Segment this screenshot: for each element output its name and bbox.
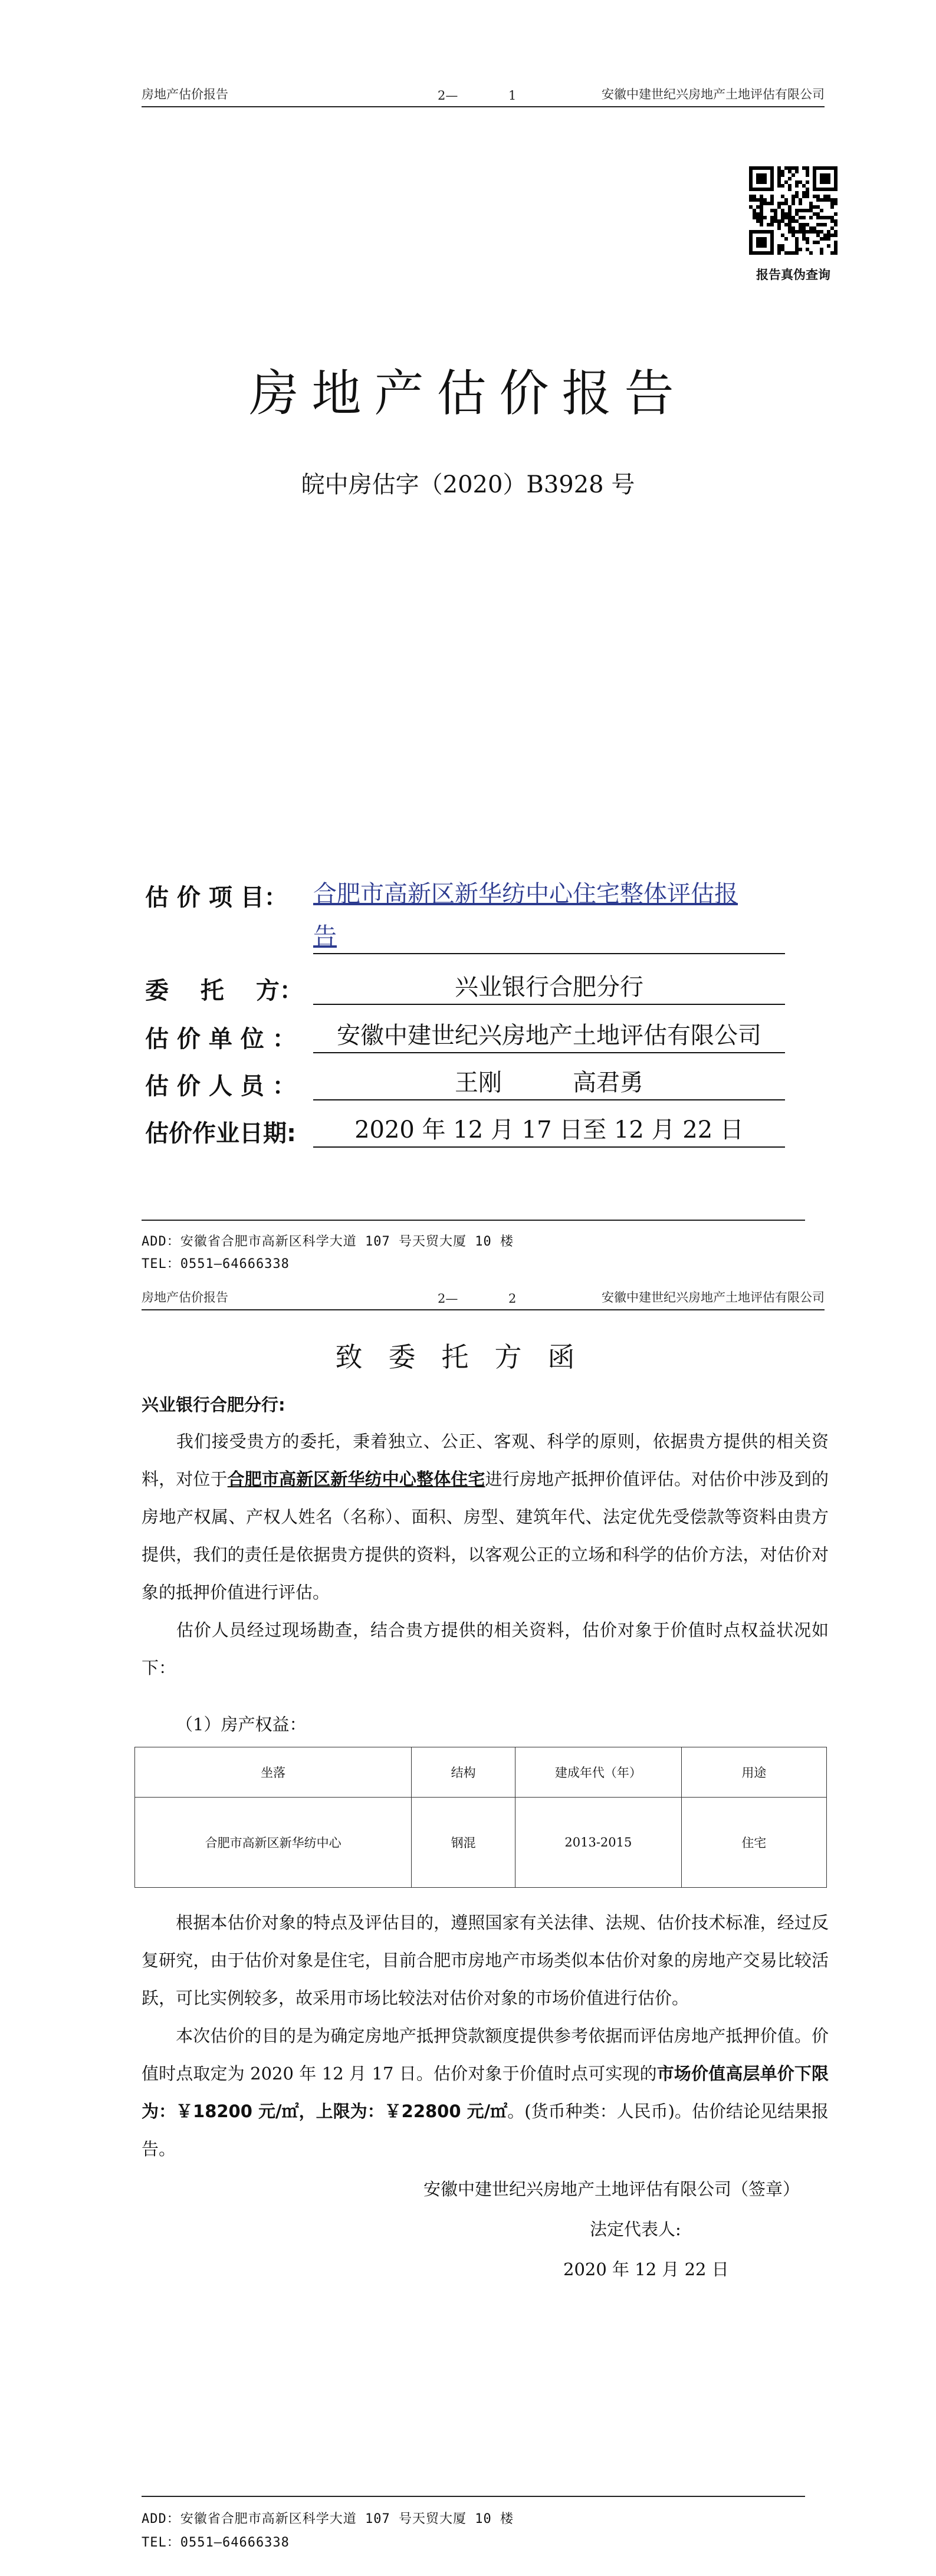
p4-text-a: 本次估价的目的是为确定房地产抵押贷款额度提供参考依据而评估房地产抵押价值。价值时点取定为 2020 年 12 月 17 日。估价对象于价值时点可实现的 [142, 2026, 829, 2084]
section-label: （1）房产权益： [176, 1714, 307, 1734]
qr-code[interactable] [749, 166, 838, 255]
signature-company: 安徽中建世纪兴房地产土地评估有限公司（签章） [423, 2179, 800, 2199]
header-doc-type: 房地产估价报告 [142, 1290, 228, 1305]
letter-title: 致委托方函 [335, 1341, 601, 1373]
header-page-number: 1 [508, 88, 517, 103]
footer-phone: TEL：0551—64666338 [142, 2535, 290, 2550]
footer-address: ADD：安徽省合肥市高新区科学大道 107 号天贸大厦 10 楼 [142, 2512, 514, 2526]
header-page-number: 2 [508, 1292, 517, 1306]
field-appraisers-value: 王刚 高君勇 [313, 1067, 785, 1100]
header-page-prefix: 2— [438, 1292, 458, 1306]
footer-address: ADD：安徽省合肥市高新区科学大道 107 号天贸大厦 10 楼 [142, 1234, 514, 1249]
field-appraiser-org-value: 安徽中建世纪兴房地产土地评估有限公司 [313, 1020, 785, 1053]
p1-subject: 合肥市高新区新华纺中心整体住宅 [227, 1469, 485, 1489]
header-company: 安徽中建世纪兴房地产土地评估有限公司 [602, 87, 825, 101]
letter-page [0, 1286, 936, 2576]
field-project-value[interactable]: 合肥市高新区新华纺中心住宅整体评估报 [313, 880, 738, 908]
footer-divider [142, 2496, 805, 2497]
footer-divider [142, 1220, 805, 1221]
table-header-row [135, 1747, 827, 1798]
field-project-label: 估 价 项 目： [145, 884, 288, 911]
page-header [142, 81, 825, 107]
p4-text-b: 。(货币种类：人民币)。估价结论见结果报告。 [142, 2101, 829, 2159]
letter-paragraph-4 [142, 2017, 829, 2168]
field-project-value-line2[interactable]: 告 [313, 921, 785, 954]
letter-salutation: 兴业银行合肥分行: [142, 1395, 285, 1415]
header-company: 安徽中建世纪兴房地产土地评估有限公司 [602, 1290, 825, 1305]
field-appraisers-label: 估 价 人 员 ： [145, 1073, 296, 1100]
table-header-year: 建成年代（年） [515, 1747, 682, 1798]
property-rights-table [134, 1747, 827, 1888]
field-work-date-value: 2020 年 12 月 17 日至 12 月 22 日 [313, 1115, 785, 1148]
letter-paragraph-2 [142, 1611, 829, 1687]
table-row [135, 1798, 827, 1888]
p4-value-range: 市场价值高层单价下限为：￥18200 元/㎡，上限为：￥22800 元/㎡ [142, 2064, 829, 2121]
field-appraiser-org-label: 估 价 单 位 ： [145, 1026, 296, 1053]
table-header-structure: 结构 [412, 1747, 515, 1798]
table-cell-location: 合肥市高新区新华纺中心 [135, 1798, 412, 1888]
field-work-date-label: 估价作业日期: [145, 1120, 296, 1147]
field-client-label: 委 托 方： [145, 977, 303, 1004]
letter-paragraph-1 [142, 1422, 829, 1611]
p1-text-b: 进行房地产抵押价值评估。对估价中涉及到的房地产权属、产权人姓名（名称）、面积、房型、建筑年代、法定优先受偿款等资料由贵方提供，我们的责任是依据贵方提供的资料，以客观公正的立场和科学的估价方法，对估价对象的抵押价值进行评估。 [142, 1469, 829, 1602]
p2-text: 估价人员经过现场勘查，结合贵方提供的相关资料，估价对象于价值时点权益状况如下： [142, 1620, 829, 1678]
letter-paragraph-3 [142, 1904, 829, 2017]
page-header [142, 1284, 825, 1310]
cover-page [0, 0, 936, 1286]
document-number: 皖中房估字（2020）B3928 号 [301, 471, 635, 498]
signature-legal-rep: 法定代表人: [590, 2219, 681, 2239]
p1-text-a: 我们接受贵方的委托，秉着独立、公正、客观、科学的原则，依据贵方提供的相关资料，对位于 [142, 1431, 829, 1489]
table-cell-use: 住宅 [681, 1798, 826, 1888]
signature-date: 2020 年 12 月 22 日 [563, 2259, 729, 2279]
table-cell-year: 2013-2015 [515, 1798, 682, 1888]
header-doc-type: 房地产估价报告 [142, 87, 228, 101]
header-page-prefix: 2— [438, 88, 458, 103]
table-header-location: 坐落 [135, 1747, 412, 1798]
footer-phone: TEL：0551—64666338 [142, 1257, 290, 1271]
table-cell-structure: 钢混 [412, 1798, 515, 1888]
table-header-use: 用途 [681, 1747, 826, 1798]
field-client-value: 兴业银行合肥分行 [313, 972, 785, 1005]
qr-caption: 报告真伪查询 [756, 268, 830, 282]
report-title: 房地产估价报告 [249, 364, 687, 422]
p3-text: 根据本估价对象的特点及评估目的，遵照国家有关法律、法规、估价技术标准，经过反复研究，由于估价对象是住宅，目前合肥市房地产市场类似本估价对象的房地产交易比较活跃，可比实例较多，故采用市场比较法对估价对象的市场价值进行估价。 [142, 1913, 829, 2008]
